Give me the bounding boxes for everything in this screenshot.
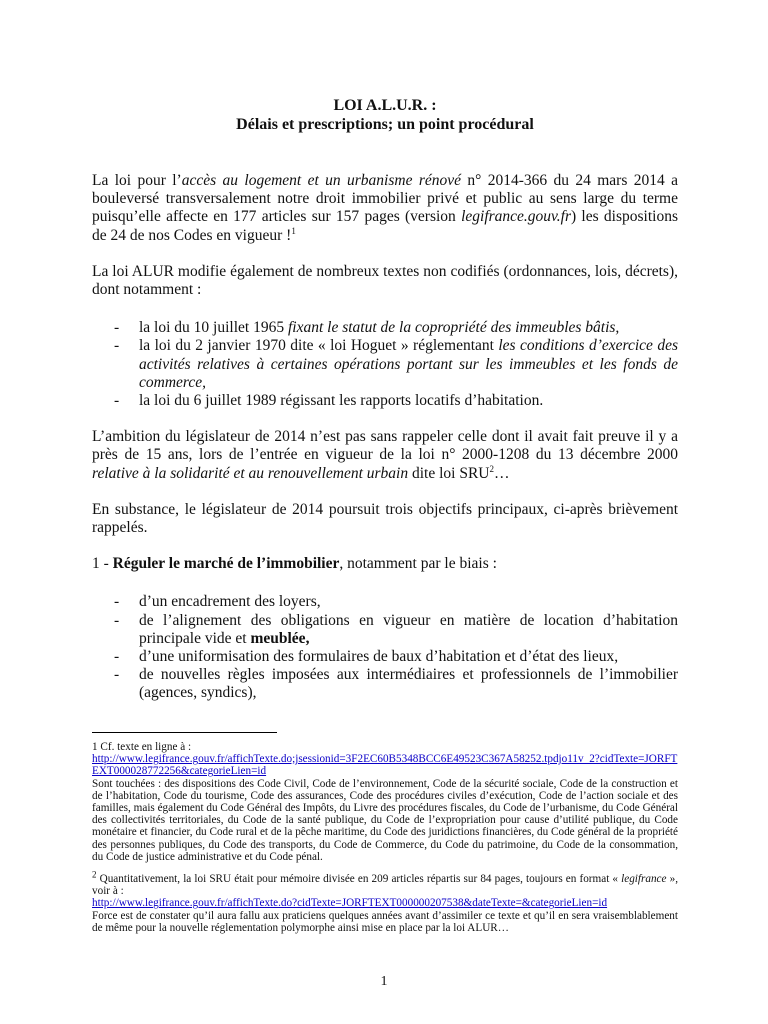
objective-heading [92, 555, 678, 573]
footnote-1-link[interactable]: http://www.legifrance.gouv.fr/affichTexte.do;jsessionid=3F2EC60B5348BCC6E49523C367A58252.tpdjo11v_2?cidTexte=JORFTEXT000028772256&categorieLien=id [92, 753, 678, 778]
objective-title: Réguler le marché de l’immobilier [112, 555, 340, 573]
law-list [92, 319, 678, 410]
footnote-2-italic: legifrance [621, 873, 667, 886]
main-body [92, 96, 678, 703]
list-item [92, 648, 678, 666]
ambition-text-c: … [494, 464, 510, 482]
footnote-2 [92, 869, 678, 898]
footnote-ref-1: 1 [291, 225, 296, 236]
footnote-separator [92, 732, 277, 733]
list-item [92, 612, 678, 648]
list-item [92, 666, 678, 702]
list-item [92, 392, 678, 410]
list-item [92, 593, 678, 611]
objective-list [92, 593, 678, 702]
ambition-paragraph [92, 428, 678, 483]
footnotes [92, 732, 678, 934]
footnote-1-link-line [92, 753, 678, 777]
footnote-2-text: Force est de constater qu’il aura fallu aux praticiens quelques années avant d’assimiler ce texte et qu’il en sera vraisemblablement de même pour la nouvelle réglementation polymorphe ainsi mise en place par la loi ALUR… [92, 909, 678, 934]
footnote-2-number: 2 [92, 869, 97, 880]
list-item-text: la loi du 6 juillet 1989 régissant les rapports locatifs d’habitation. [139, 392, 544, 410]
page-number: 1 [380, 974, 388, 989]
list-item-text: d’un encadrement des loyers, [139, 593, 321, 611]
alur-paragraph: La loi ALUR modifie également de nombreux textes non codifiés (ordonnances, lois, décrets), dont notamment : [92, 262, 678, 299]
page-subtitle: Délais et prescriptions; un point procédural [236, 116, 534, 133]
list-item [92, 319, 678, 337]
list-item-text: d’une uniformisation des formulaires de baux d’habitation et d’état des lieux, [139, 648, 619, 666]
footnote-2-text-b: », voir à : [92, 873, 678, 898]
list-item-text: de l’alignement des obligations en vigueur en matière de location d’habitation principale vide et [139, 611, 678, 647]
footnote-2-link[interactable]: http://www.legifrance.gouv.fr/affichTexte.do?cidTexte=JORFTEXT000000207538&dateTexte=&categorieLien=id [92, 897, 608, 910]
law-name: accès au logement et un urbanisme rénové [181, 172, 461, 189]
intro-text-a: La loi pour l’ [92, 172, 182, 189]
footnote-1-label: 1 Cf. texte en ligne à : [92, 741, 192, 753]
intro-paragraph [92, 172, 678, 245]
ambition-text-a: L’ambition du législateur de 2014 n’est pas sans rappeler celle dont il avait fait preuve il y a près de 15 ans, lors de l’entrée en vigueur de la loi n° 2000-1208 du 13 décembre 2000 [92, 428, 678, 464]
intro-text-c: ) les dispositions de 24 de nos Codes en vigueur ! [92, 208, 678, 244]
list-item-bold: meublée, [250, 629, 310, 647]
footnote-1-text: Sont touchées : des dispositions des Code Civil, Code de l’environnement, Code de la sécurité sociale, Code de la construction et de l’habitation, Code du tourisme, Code des assurances, Code des procédures civiles d’exécution, Code de l’action sociale et des familles, mais également du Code Général des Impôts, du Livre des procédures fiscales, du Code de l’urbanisme, du Code Général des collectivités territoriales, du Code de la santé publique, du Code de l’expropriation pour cause d’utilité publique, du Code monétaire et financier, du Code rural et de la pêche maritime, du Code des juridictions financières, du Code général de la propriété des personnes publiques, du Code des transports, du Code de Commerce, du Code du patrimoine, du Code de la consommation, du Code de justice administrative et du Code pénal. [92, 777, 678, 863]
list-item-text: la loi du 2 janvier 1970 dite « loi Hoguet » réglementant [139, 337, 499, 355]
footnote-ref-2: 2 [489, 463, 494, 474]
substance-paragraph: En substance, le législateur de 2014 poursuit trois objectifs principaux, ci-après brièvement rappelés. [92, 500, 678, 537]
list-item-italic: fixant le statut de la copropriété des immeubles bâtis, [287, 319, 620, 337]
page-title: LOI A.L.U.R. : [333, 97, 437, 114]
footnote-2-link-line [92, 897, 678, 909]
footnote-2-text-a: Quantitativement, la loi SRU était pour mémoire divisée en 209 articles répartis sur 84 pages, toujours en format « [96, 873, 622, 886]
intro-text-b: n° 2014-366 du 24 mars 2014 a bouleversé transversalement notre droit immobilier privé et public au sens large du terme puisqu’elle affecte en 177 articles sur 157 pages (version [92, 172, 678, 226]
objective-number: 1 - [92, 555, 113, 573]
list-item-italic: les conditions d’exercice des activités relatives à certaines opérations portant sur les immeubles et les fonds de commerce, [139, 337, 678, 391]
source-name: legifrance.gouv.fr [461, 208, 571, 226]
objective-rest: , notamment par le biais : [339, 555, 497, 573]
list-item [92, 337, 678, 392]
list-item-text: de nouvelles règles imposées aux intermédiaires et professionnels de l’immobilier (agences, syndics), [139, 666, 678, 702]
ambition-text-b: dite loi SRU [408, 464, 490, 482]
ambition-law-name: relative à la solidarité et au renouvellement urbain [92, 464, 409, 482]
list-item-text: la loi du 10 juillet 1965 [139, 319, 288, 337]
